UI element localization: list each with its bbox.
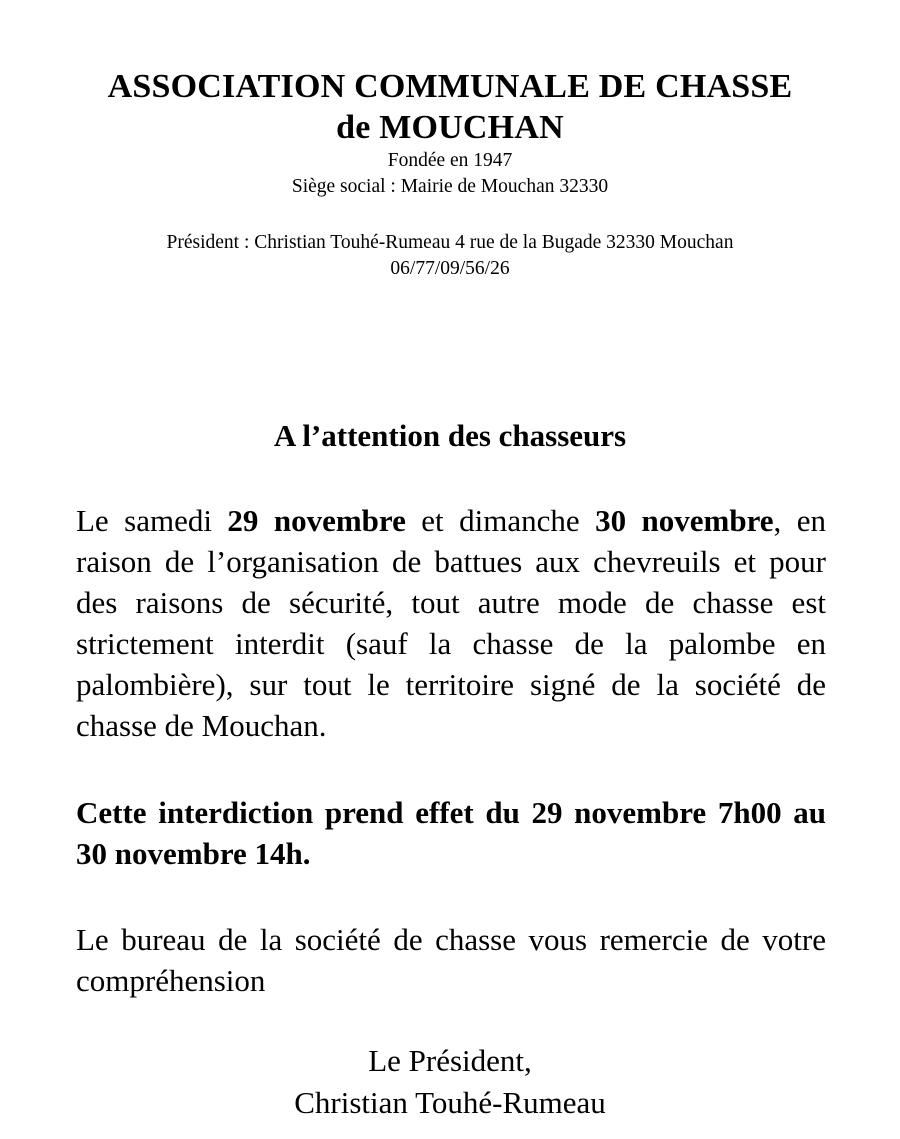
prohibition-period: Cette interdiction prend effet du 29 novembre 7h00 au 30 novembre 14h. bbox=[76, 795, 826, 871]
president-contact bbox=[0, 230, 900, 282]
notice-paragraph-main bbox=[76, 500, 826, 746]
signature-name: Christian Touhé-Rumeau bbox=[294, 1085, 606, 1120]
president-address: Président : Christian Touhé-Rumeau 4 rue de la Bugade 32330 Mouchan bbox=[166, 232, 734, 253]
paragraph-text: et dimanche bbox=[405, 503, 596, 538]
thanks-paragraph: Le bureau de la société de chasse vous remercie de votre compréhension bbox=[76, 922, 826, 998]
sunday-date: 30 novembre bbox=[595, 503, 774, 538]
notice-heading: A l’attention des chasseurs bbox=[273, 418, 627, 453]
registered-office: Siège social : Mairie de Mouchan 32330 bbox=[291, 176, 609, 197]
founded-year: Fondée en 1947 bbox=[387, 150, 513, 171]
signature-role: Le Président, bbox=[368, 1043, 532, 1078]
letterhead bbox=[0, 66, 900, 200]
paragraph-text: Le samedi bbox=[76, 503, 228, 538]
association-commune: de MOUCHAN bbox=[336, 109, 564, 146]
president-phone: 06/77/09/56/26 bbox=[390, 258, 510, 279]
paragraph-text: , en raison de l’organisation de battues aux chevreuils et pour des raisons de sécurité, tout autre mode de chasse est strictement interdit (sauf la chasse de la palombe en palombière), sur tout le territoire signé de la société de chasse de Mouchan. bbox=[76, 503, 826, 743]
saturday-date: 29 novembre bbox=[227, 503, 406, 538]
signature-block bbox=[0, 1040, 900, 1124]
association-name: ASSOCIATION COMMUNALE DE CHASSE bbox=[107, 68, 793, 105]
